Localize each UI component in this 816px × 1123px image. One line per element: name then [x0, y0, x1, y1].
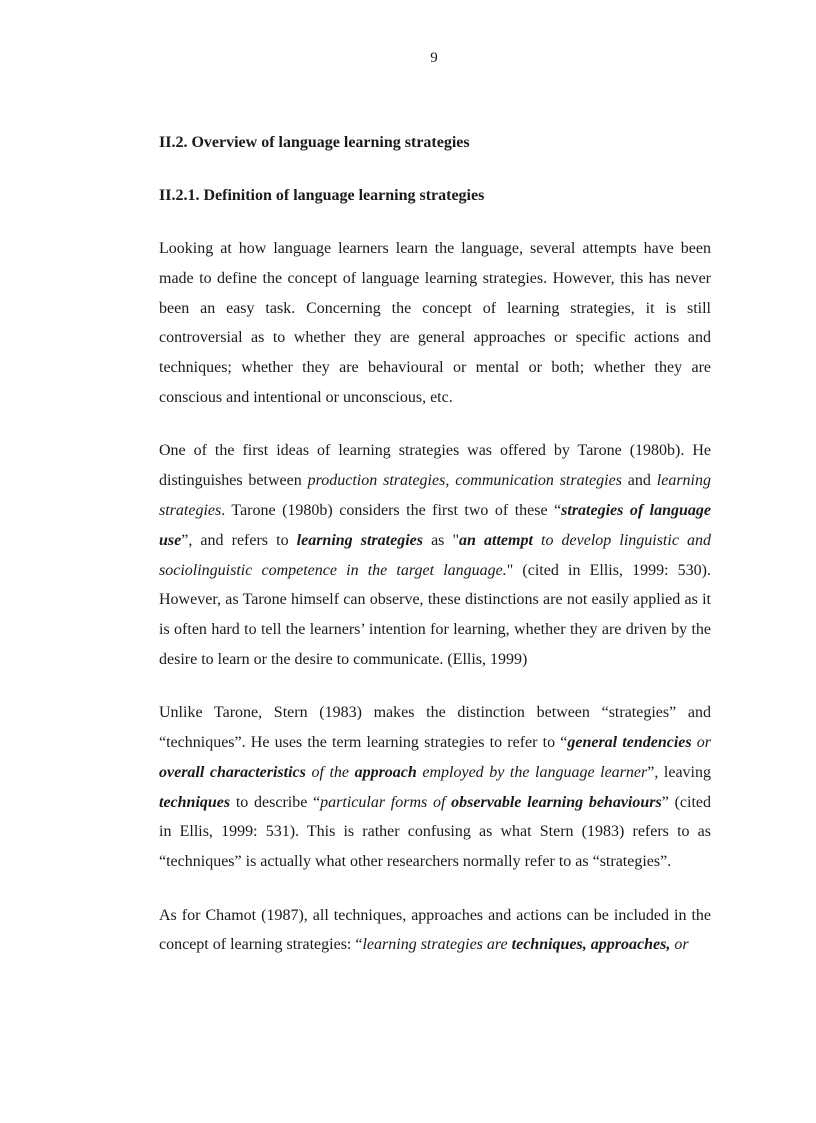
text-run: " (cited in Ellis, 1999: 530). However, as Tarone himself can observe, these distinctions are not easily applied as it is often hard to tell the learners’ intention for learning, whether they are driven by the desire to learn or the desire to communicate. (Ellis, 1999): [159, 561, 711, 668]
italic-run: learning strategies are: [362, 936, 512, 954]
bold-italic-run: strategies of language use: [159, 501, 712, 549]
text-run: as ": [422, 531, 460, 549]
text-run: and: [621, 472, 657, 490]
text-run: Unlike Tarone, Stern (1983) makes the distinction between “strategies” and “techniques”. He uses the term learning strategies to refer to “: [159, 704, 711, 752]
text-run: . Tarone (1980b) considers the first two of these “: [221, 501, 562, 519]
italic-run: production strategies, communication strategies: [307, 472, 622, 490]
section-heading: II.2. Overview of language learning strategies: [159, 134, 470, 151]
text-run: to describe “: [230, 793, 321, 811]
text-run: One of the first ideas of learning strategies was offered by Tarone (1980b). He distinguishes between: [159, 442, 711, 490]
document-body: [159, 128, 711, 960]
text-run: As for Chamot (1987), all techniques, approaches and actions can be included in the concept of learning strategies: “: [159, 906, 711, 954]
paragraph-stern: [159, 698, 711, 877]
italic-run: learning strategies: [159, 472, 711, 519]
paragraph-chamot: [159, 901, 711, 961]
italic-run: employed by the language learner: [416, 763, 648, 781]
italic-run: or: [691, 734, 711, 752]
bold-italic-run: observable learning behaviours: [451, 793, 662, 811]
paragraph-tarone: [159, 436, 711, 674]
bold-italic-run: general tendencies: [567, 734, 692, 752]
paragraph-definition-intro: Looking at how language learners learn the language, several attempts have been made to define the concept of language learning strategies. However, this has never been an easy task. Concerning the concept of learning strategies, it is still controversial as to whether they are general approaches or specific actions and techniques; whether they are behavioural or mental or both; whether they are conscious and intentional or unconscious, etc.: [159, 240, 711, 407]
italic-run: particular forms of: [320, 793, 452, 811]
subsection-heading: II.2.1. Definition of language learning strategies: [159, 187, 485, 205]
text-run: ” (cited in Ellis, 1999: 531). This is rather confusing as what Stern (1983) refers to as “techniques” is actually what other researchers normally refer to as “strategies”.: [159, 793, 711, 871]
italic-run: or: [670, 936, 689, 954]
italic-run: of the: [305, 763, 355, 781]
bold-italic-run: learning strategies: [296, 531, 423, 549]
text-run: ”, leaving: [647, 763, 711, 781]
page-number: 9: [430, 50, 438, 66]
bold-italic-run: an attempt: [459, 531, 533, 549]
italic-run: to develop linguistic and sociolinguistic competence in the target language.: [159, 531, 712, 579]
bold-italic-run: techniques: [159, 793, 231, 811]
bold-italic-run: techniques, approaches,: [511, 936, 671, 954]
bold-italic-run: approach: [354, 763, 417, 781]
bold-italic-run: overall characteristics: [159, 763, 306, 781]
text-run: ”, and refers to: [181, 531, 297, 549]
